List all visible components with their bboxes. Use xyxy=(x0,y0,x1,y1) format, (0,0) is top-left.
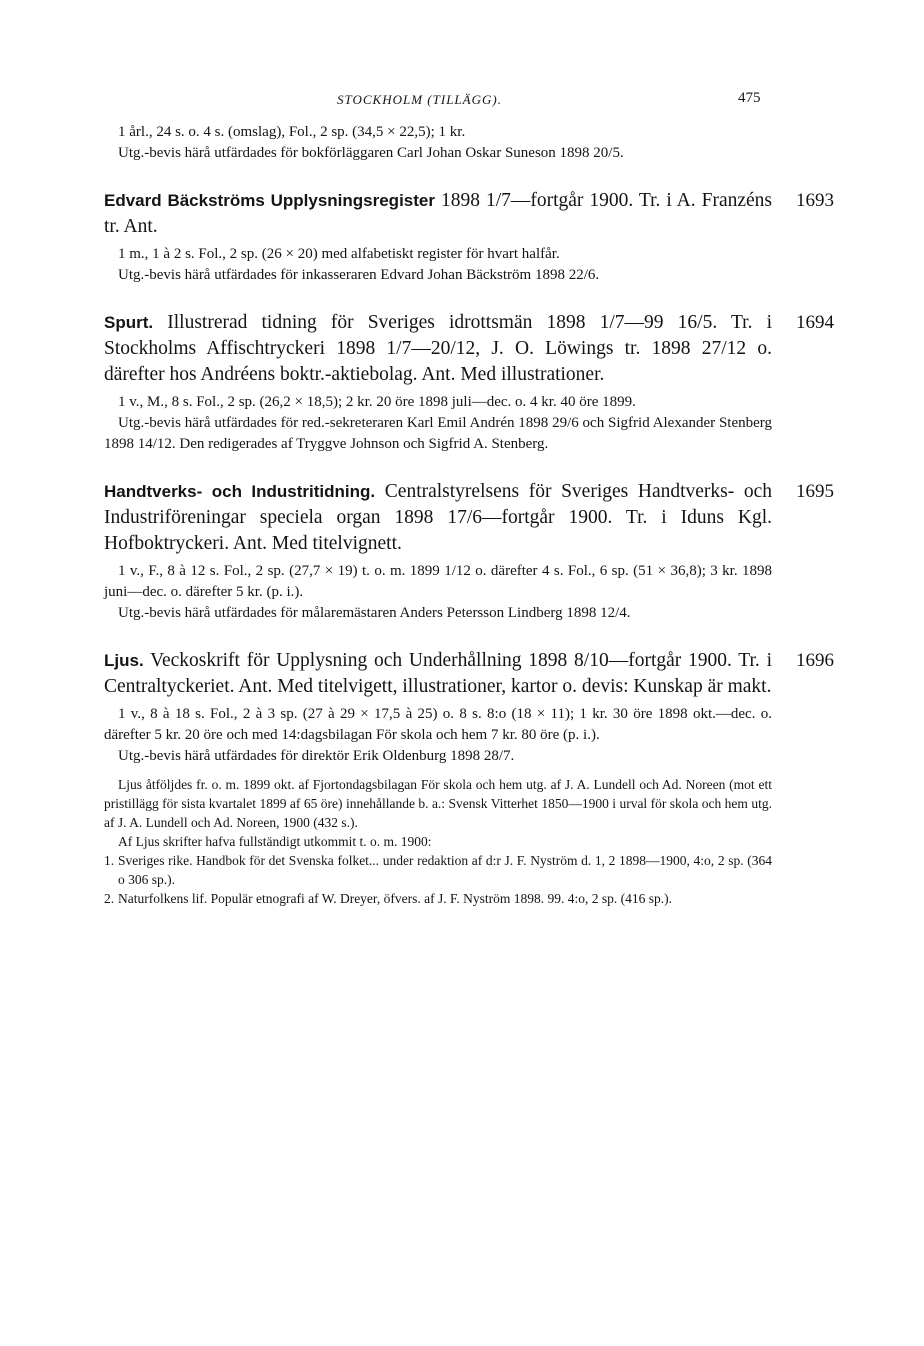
entry-1696 xyxy=(104,648,834,700)
entry-title: Edvard Bäckströms Upplysningsregister xyxy=(104,191,435,210)
works-list-item xyxy=(104,889,772,908)
entry-note: 1 v., M., 8 s. Fol., 2 sp. (26,2 × 18,5); 2 kr. 20 öre 1898 juli—dec. o. 4 kr. 40 öre 1899. xyxy=(118,394,636,410)
works-list-item xyxy=(104,851,772,889)
entry-body: Centralstyrelsens för Sveriges Handtverks- och Industriföreningar speciela organ 1898 17/6—fortgår 1900. Tr. i Iduns Kgl. Hofboktryckeri. Ant. Med titelvignett. xyxy=(104,481,773,554)
works-list xyxy=(104,851,772,908)
page-body xyxy=(104,122,834,908)
works-text: Sveriges rike. Handbok för det Svenska folket... under redaktion af d:r J. F. Nyström d. 1, 2 1898—1900, 4:o, 2 sp. (364 o 306 sp.). xyxy=(118,853,772,887)
entry-note: Utg.-bevis härå utfärdades för red.-sekreteraren Karl Emil Andrén 1898 29/6 och Sigfrid Alexander Stenberg 1898 14/12. Den redigerades af Tryggve Johnson och Sigfrid A. Stenberg. xyxy=(104,415,772,452)
entry-1693 xyxy=(104,188,834,240)
fine-print: Ljus åtföljdes fr. o. m. 1899 okt. af Fjortondagsbilagan För skola och hem utg. af J. A. Lundell och Ad. Noreen (mot ett pristillägg för sista kvartalet 1899 af 65 öre) innehållande b. a.: Svensk Vitterhet 1850—1900 i urval för skola och hem utg. af J. A. Lundell och Ad. Noreen, 1900 (432 s.). xyxy=(104,777,772,830)
page-number: 475 xyxy=(738,90,761,106)
fine-print: Af Ljus skrifter hafva fullständigt utkommit t. o. m. 1900: xyxy=(118,834,432,849)
entry-number: 1695 xyxy=(796,481,834,502)
entry-body: Illustrerad tidning för Sveriges idrottsmän 1898 1/7—99 16/5. Tr. i Stockholms Affischtryckeri 1898 1/7—20/12, J. O. Löwings tr. 1898 27/12 o. därefter hos Andréens boktr.-aktiebolag. Ant. Med illustrationer. xyxy=(104,312,773,385)
works-index: 1. xyxy=(104,853,115,868)
entry-number: 1693 xyxy=(796,190,834,211)
works-index: 2. xyxy=(104,891,115,906)
entry-number: 1694 xyxy=(796,312,834,333)
entry-title: Spurt. xyxy=(104,313,154,332)
entry-continuation-line: 1 årl., 24 s. o. 4 s. (omslag), Fol., 2 sp. (34,5 × 22,5); 1 kr. xyxy=(118,124,466,140)
entry-body: Veckoskrift för Upplysning och Underhållning 1898 8/10—fortgår 1900. Tr. i Centraltyckeriet. Ant. Med titelvigett, illustrationer, kartor o. devis: Kunskap är makt. xyxy=(104,650,772,697)
entry-note: Utg.-bevis härå utfärdades för inkasseraren Edvard Johan Bäckström 1898 22/6. xyxy=(118,267,600,283)
entry-1695 xyxy=(104,479,834,557)
entry-title: Ljus. xyxy=(104,651,144,670)
entry-note: Utg.-bevis härå utfärdades för målaremästaren Anders Petersson Lindberg 1898 12/4. xyxy=(118,605,631,621)
entry-continuation-line: Utg.-bevis härå utfärdades för bokförläggaren Carl Johan Oskar Suneson 1898 20/5. xyxy=(118,145,624,161)
running-header xyxy=(0,88,924,112)
entry-title: Handtverks- och Industritidning. xyxy=(104,482,376,501)
entry-note: 1 m., 1 à 2 s. Fol., 2 sp. (26 × 20) med alfabetiskt register för hvart halfår. xyxy=(118,246,560,262)
entry-note: Utg.-bevis härå utfärdades för direktör Erik Oldenburg 1898 28/7. xyxy=(118,748,515,764)
entry-note: 1 v., 8 à 18 s. Fol., 2 à 3 sp. (27 à 29 × 17,5 à 25) o. 8 s. 8:o (18 × 11); 1 kr. 30 öre 1898 okt.—dec. o. därefter 5 kr. 20 öre och med 14:dagsbilagan För skola och hem 7 kr. 80 öre (p. i.). xyxy=(104,706,772,743)
works-text: Naturfolkens lif. Populär etnografi af W. Dreyer, öfvers. af J. F. Nyström 1898. 99. 4:o, 2 sp. (416 sp.). xyxy=(118,891,673,906)
entry-body: 1898 1/7—fortgår 1900. Tr. i A. Franzéns tr. Ant. xyxy=(104,190,773,237)
entry-note: 1 v., F., 8 à 12 s. Fol., 2 sp. (27,7 × 19) t. o. m. 1899 1/12 o. därefter 4 s. Fol., 6 sp. (51 × 36,8); 3 kr. 1898 juni—dec. o. därefter 5 kr. (p. i.). xyxy=(104,563,772,600)
entry-number: 1696 xyxy=(796,650,834,671)
entry-1694 xyxy=(104,310,834,388)
running-title: STOCKHOLM (TILLÄGG). xyxy=(337,92,502,107)
